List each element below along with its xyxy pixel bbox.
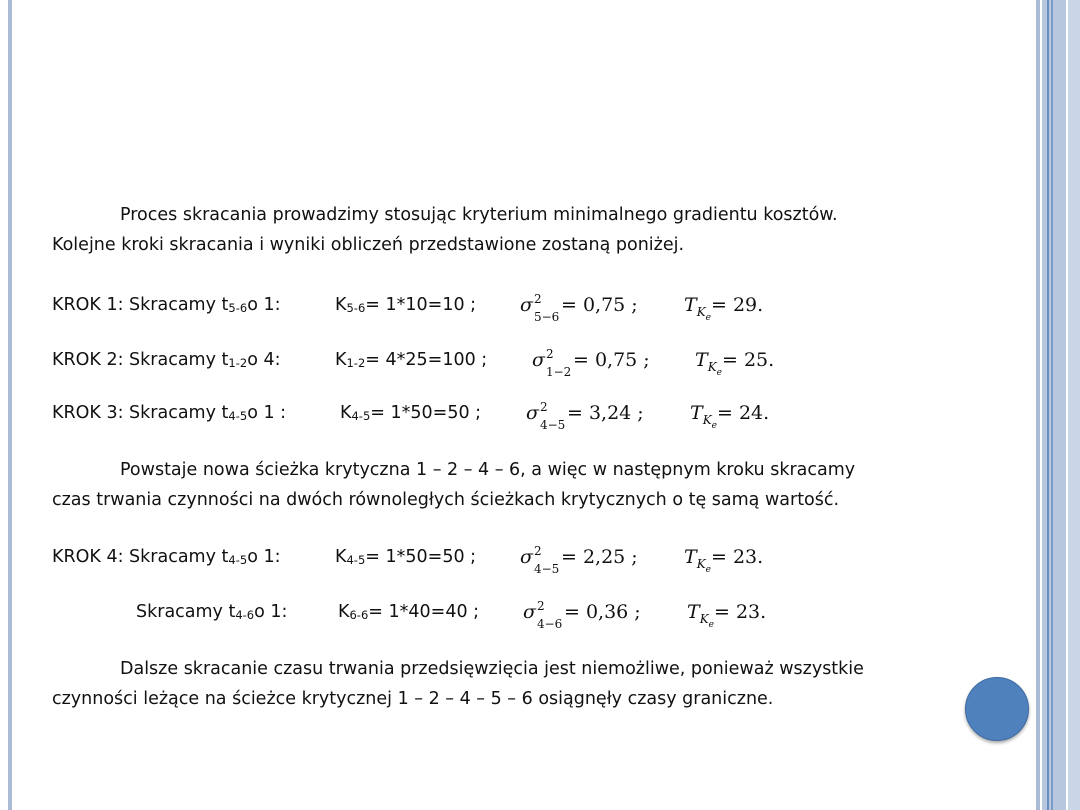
middle-line-1: Powstaje nowa ścieżka krytyczna 1 – 2 – 4 – 6, a więc w następnym kroku skracamy: [120, 460, 856, 480]
cost-gradient: K4-5= 1*50=50 ;: [340, 403, 482, 423]
step-label: KROK 4: Skracamy t4-5o 1:: [52, 547, 281, 567]
conclusion-line-1: Dalsze skracanie czasu trwania przedsięwzięcia jest niemożliwe, ponieważ wszystkie: [120, 659, 864, 679]
variance-formula: σ 2 4−5 = 2,25 ;: [520, 544, 638, 576]
middle-paragraph: [52, 455, 932, 515]
variance-formula: σ 2 4−6 = 0,36 ;: [523, 599, 641, 631]
intro-paragraph: [52, 200, 932, 260]
band-stripe: [1068, 0, 1080, 810]
cost-gradient: K4-5= 1*50=50 ;: [335, 547, 477, 567]
cost-gradient: K5-6= 1*10=10 ;: [335, 295, 477, 315]
decorative-circle: [965, 677, 1029, 741]
band-stripe: [1042, 0, 1066, 810]
step-row: [52, 345, 932, 379]
project-duration: TKe= 25.: [695, 349, 775, 378]
step-label: Skracamy t4-6o 1:: [136, 602, 288, 622]
cost-gradient: K1-2= 4*25=100 ;: [335, 350, 488, 370]
variance-formula: σ 2 4−5 = 3,24 ;: [526, 400, 644, 432]
step-row: [52, 542, 932, 576]
step-row: [52, 290, 932, 324]
step-label: KROK 2: Skracamy t1-2o 4:: [52, 350, 281, 370]
left-border-rule: [8, 0, 12, 810]
conclusion-paragraph: [52, 654, 932, 714]
step-row: [52, 398, 932, 432]
project-duration: TKe= 29.: [684, 294, 764, 323]
band-stripe: [1036, 0, 1040, 810]
project-duration: TKe= 23.: [684, 546, 764, 575]
cost-gradient: K6-6= 1*40=40 ;: [338, 602, 480, 622]
project-duration: TKe= 23.: [687, 601, 767, 630]
step-label: KROK 3: Skracamy t4-5o 1 :: [52, 403, 287, 423]
intro-line-1: Proces skracania prowadzimy stosując kryterium minimalnego gradientu kosztów.: [120, 205, 838, 225]
right-decorative-band: [1036, 0, 1080, 810]
step-label: KROK 1: Skracamy t5-6o 1:: [52, 295, 281, 315]
project-duration: TKe= 24.: [690, 402, 770, 431]
band-line: [1047, 0, 1049, 810]
band-line: [1051, 0, 1053, 810]
variance-formula: σ 2 1−2 = 0,75 ;: [532, 347, 650, 379]
conclusion-line-2: czynności leżące na ścieżce krytycznej 1 – 2 – 4 – 5 – 6 osiągnęły czasy graniczne.: [52, 689, 774, 709]
step-row: [52, 597, 932, 631]
variance-formula: σ 2 5−6 = 0,75 ;: [520, 292, 638, 324]
middle-line-2: czas trwania czynności na dwóch równoległych ścieżkach krytycznych o tę samą wartość.: [52, 490, 840, 510]
intro-line-2: Kolejne kroki skracania i wyniki obliczeń przedstawione zostaną poniżej.: [52, 235, 685, 255]
